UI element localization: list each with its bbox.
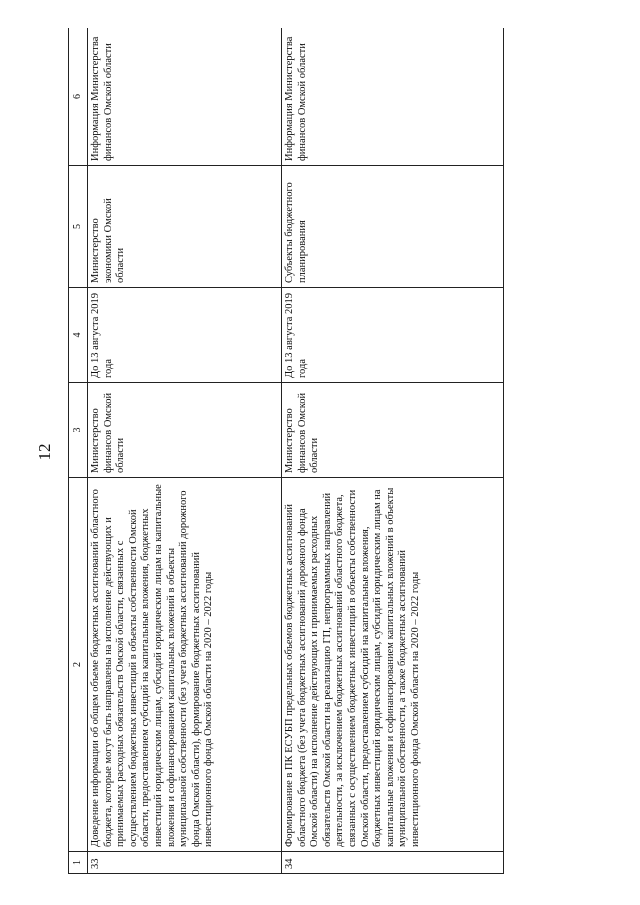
header-cell-3: 3 <box>69 383 88 478</box>
row-result: Информация Министерства финансов Омской области <box>88 28 282 166</box>
row-recipient: Субъекты бюджетного планирования <box>282 166 504 288</box>
row-executor: Министерство финансов Омской области <box>282 383 504 478</box>
header-cell-2: 2 <box>69 478 88 852</box>
row-deadline: До 13 августа 2019 года <box>282 288 504 383</box>
row-number: 33 <box>88 852 282 874</box>
header-cell-1: 1 <box>69 852 88 874</box>
table-viewport <box>68 28 504 874</box>
table-row <box>88 28 282 874</box>
header-cell-6: 6 <box>69 28 88 166</box>
page-number: 12 <box>35 443 54 461</box>
row-recipient: Министерство экономики Омской области <box>88 166 282 288</box>
row-result: Информация Министерства финансов Омской области <box>282 28 504 166</box>
row-description: Формирование в ПК ЕСУБП предельных объемов бюджетных ассигнований областного бюджета (без учета бюджетных ассигнований дорожного фонда Омской области) на исполнение действующих и принимаемых расходных обязательств Омской области на реализацию ГП, непрограммных направлений деятельности, за исключением бюджетных ассигнований областного бюджета, связанных с осуществлением бюджетных инвестиций в объекты собственности Омской области, предоставлением субсидий на капитальные вложения, бюджетных инвестиций юридическим лицам, субсидий юридическим лицам на капитальные вложения и софинансированием капитальных вложений в объекты муниципальной собственности, а также бюджетных ассигнований инвестиционного фонда Омской области на 2020 – 2022 годы <box>282 478 504 852</box>
row-description: Доведение информации об общем объеме бюджетных ассигнований областного бюджета, которые могут быть направлены на исполнение действующих и принимаемых расходных обязательств Омской области, связанных с осуществлением бюджетных инвестиций в объекты собственности Омской области, предоставлением субсидий на капитальные вложения, бюджетных инвестиций юридическим лицам, субсидий юридическим лицам на капитальные вложения и софинансированием капитальных вложений в объекты муниципальной собственности (без учета бюджетных ассигнований дорожного фонда Омской области), формирование бюджетных ассигнований инвестиционного фонда Омской области на 2020 – 2022 годы <box>88 478 282 852</box>
table-header-row <box>69 28 88 874</box>
row-number: 34 <box>282 852 504 874</box>
header-cell-5: 5 <box>69 166 88 288</box>
schedule-table <box>68 28 504 874</box>
row-executor: Министерство финансов Омской области <box>88 383 282 478</box>
table-row <box>282 28 504 874</box>
header-cell-4: 4 <box>69 288 88 383</box>
row-deadline: До 13 августа 2019 года <box>88 288 282 383</box>
rotated-table-wrapper <box>68 28 504 874</box>
